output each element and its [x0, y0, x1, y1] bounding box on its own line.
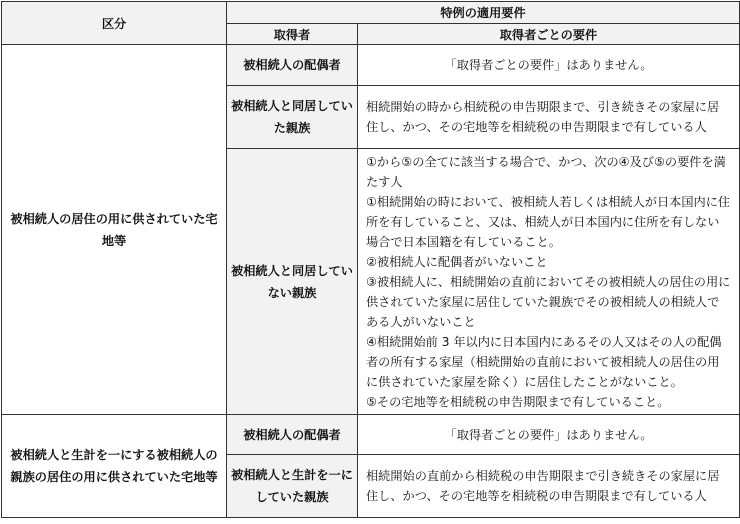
- requirement-text: ④相続開始前 3 年以内に日本国内にあるその人又はその人の配偶者の所有する家屋（相続開始の直前において被相続人の居住の用に供されていた家屋を除く）に居住したことがないこと。: [366, 334, 722, 389]
- requirement-text: ②被相続人に配偶者がいないこと: [366, 254, 548, 269]
- acquirer-cell: 被相続人と同居していた親族: [227, 86, 358, 149]
- special-provision-table: [1, 1, 740, 518]
- acquirer-cell: 被相続人と生計を一にしていた親族: [227, 455, 358, 518]
- header-category: 区分: [2, 2, 227, 45]
- requirement-text: ③被相続人に、相続開始の直前においてその被相続人の居住の用に供されていた家屋に居住していた親族でその被相続人の相続人である人がいないこと: [366, 274, 731, 329]
- acquirer-cell: 被相続人の配偶者: [227, 415, 358, 455]
- requirement-cell: [358, 455, 740, 518]
- requirement-text: 相続開始の直前から相続税の申告期限まで引き続きその家屋に居住し、かつ、その宅地等を相続税の申告期限まで有している人: [366, 469, 720, 503]
- category-cell: 被相続人の居住の用に供されていた宅地等: [2, 45, 227, 415]
- requirement-cell: [358, 45, 740, 86]
- acquirer-cell: 被相続人と同居していない親族: [227, 149, 358, 415]
- requirement-cell: [358, 149, 740, 415]
- header-acquirer-requirements: 取得者ごとの要件: [358, 24, 740, 45]
- header-acquirer: 取得者: [227, 24, 358, 45]
- requirement-text: ①から⑤の全てに該当する場合で、かつ、次の④及び⑤の要件を満たす人: [366, 154, 726, 189]
- requirement-text: 「取得者ごとの要件」はありません。: [444, 427, 653, 442]
- requirement-text: ⑤その宅地等を相続税の申告期限まで有していること。: [366, 394, 670, 409]
- requirement-text: 相続開始の時から相続税の申告期限まで、引き続きその家屋に居住し、かつ、その宅地等を相続税の申告期限まで有している人: [366, 100, 720, 134]
- acquirer-cell: 被相続人の配偶者: [227, 45, 358, 86]
- requirement-text: ①相続開始の時において、被相続人若しくは相続人が日本国内に住所を有していること、又は、相続人が日本国内に住所を有しない場合で日本国籍を有していること。: [366, 194, 731, 249]
- header-special-requirements: 特例の適用要件: [227, 2, 740, 24]
- requirement-cell: [358, 415, 740, 455]
- requirement-text: 「取得者ごとの要件」はありません。: [444, 58, 653, 72]
- category-cell: 被相続人と生計を一にする被相続人の親族の居住の用に供されていた宅地等: [2, 415, 227, 518]
- requirement-cell: [358, 86, 740, 149]
